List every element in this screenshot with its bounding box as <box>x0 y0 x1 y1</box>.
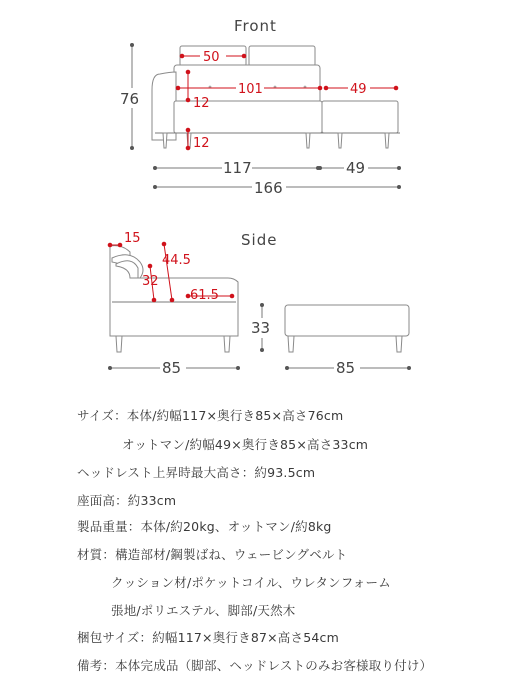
front-headrest-gap-label: 12 <box>193 96 210 111</box>
spec-headrest-height: ヘッドレスト上昇時最大高さ：約93.5cm <box>77 465 316 480</box>
front-headrest-width-label: 50 <box>203 50 220 65</box>
side-title: Side <box>241 231 278 249</box>
spec-material: 材質：構造部材/鋼製ばね、ウェービングベルト <box>77 547 348 562</box>
spec-ottoman-size: オットマン/約幅49×奥行き85×高さ33cm <box>122 437 369 452</box>
side-back-height-label: 32 <box>142 274 159 289</box>
front-body-width-label: 117 <box>223 159 252 177</box>
side-body-depth-label: 85 <box>162 359 182 377</box>
front-seat-thickness-label: 12 <box>193 136 210 151</box>
front-title: Front <box>234 17 277 35</box>
side-seat-depth-label: 61.5 <box>190 288 219 303</box>
front-height-label: 76 <box>120 90 140 108</box>
spec-notes: 備考：本体完成品（脚部、ヘッドレストのみお客様取り付け） <box>77 658 433 673</box>
spec-size: サイズ：本体/約幅117×奥行き85×高さ76cm <box>77 408 344 423</box>
front-total-width-label: 166 <box>254 179 283 197</box>
spec-cushion-material: クッション材/ポケットコイル、ウレタンフォーム <box>111 575 391 590</box>
side-back-thickness-label: 15 <box>124 231 141 246</box>
side-headrest-rise-label: 44.5 <box>162 253 191 268</box>
front-ottoman-inner-width-label: 49 <box>350 82 367 97</box>
spec-package-size: 梱包サイズ：約幅117×奥行き87×高さ54cm <box>77 630 339 645</box>
spec-weight: 製品重量：本体/約20kg、オットマン/約8kg <box>77 519 332 534</box>
spec-seat-height: 座面高：約33cm <box>77 493 177 508</box>
front-seat-width-label: 101 <box>238 82 263 97</box>
front-ottoman-width-label: 49 <box>346 159 366 177</box>
side-ottoman-height-label: 33 <box>251 319 271 337</box>
spec-upholstery: 張地/ポリエステル、脚部/天然木 <box>111 603 296 618</box>
side-ottoman-depth-label: 85 <box>336 359 356 377</box>
